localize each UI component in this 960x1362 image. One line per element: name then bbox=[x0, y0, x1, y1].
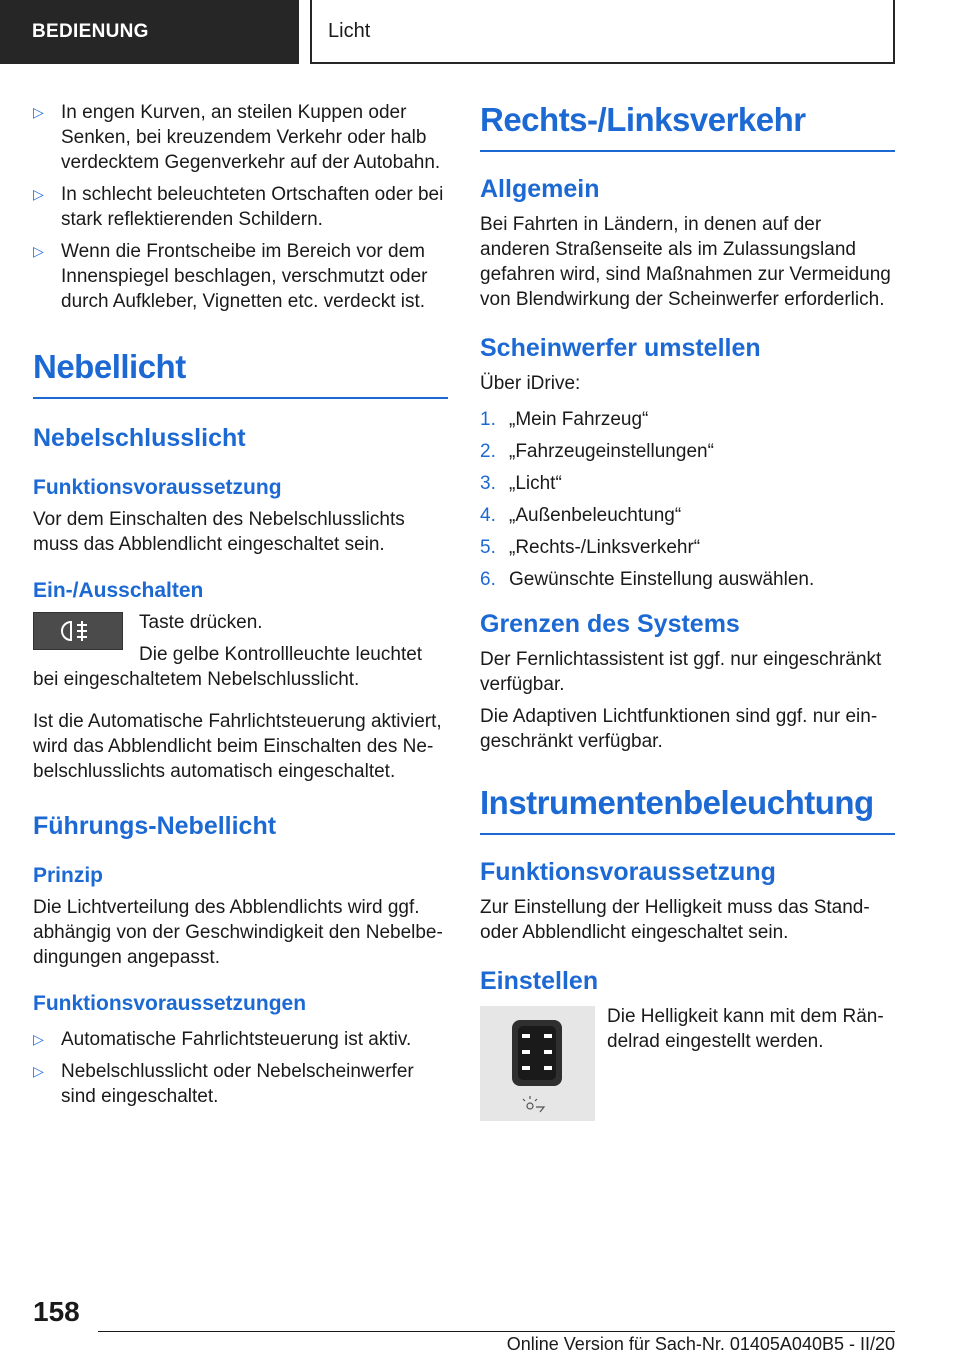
list-item bbox=[33, 1059, 448, 1109]
heading-einstellen: Einstellen bbox=[480, 967, 599, 995]
footer-version-text: Online Version für Sach-Nr. 01405A040B5 - II/20 bbox=[506, 1334, 895, 1354]
step-number: 1. bbox=[480, 409, 496, 430]
list-item bbox=[480, 535, 895, 560]
heading-rechts-linksverkehr: Rechts-/Linksverkehr bbox=[480, 100, 895, 152]
idrive-steps-list bbox=[480, 407, 895, 592]
paragraph-idrive: Über iDrive: bbox=[480, 373, 581, 394]
paragraph-grenzen-1: Der Fernlichtassistent ist ggf. nur eingeschränkt verfügbar. bbox=[480, 649, 882, 695]
step-number: 4. bbox=[480, 505, 496, 526]
paragraph-prinzip: Die Lichtverteilung des Abblendlichts wird ggf. abhängig von der Geschwindigkeit den Nebelbedingungen angepasst. bbox=[33, 897, 443, 968]
heading-prinzip: Prinzip bbox=[33, 864, 104, 887]
right-column bbox=[480, 100, 895, 1061]
list-item bbox=[480, 471, 895, 496]
list-item bbox=[33, 239, 448, 314]
step-text: „Mein Fahrzeug“ bbox=[509, 409, 649, 430]
heading-ein-ausschalten: Ein-/Ausschalten bbox=[33, 579, 204, 602]
list-item bbox=[33, 182, 448, 232]
heading-funktionsvoraussetzung: Funktionsvoraussetzung bbox=[33, 476, 282, 499]
list-item-text: Automatische Fahrlichtsteuerung ist aktiv. bbox=[61, 1029, 412, 1050]
step-number: 2. bbox=[480, 441, 496, 462]
paragraph-allgemein: Bei Fahrten in Ländern, in denen auf der anderen Straßenseite als im Zulassungsland gefahren wird, sind Maßnahmen zur Vermeidung von Blendwirkung der Scheinwerfer erforderlich. bbox=[480, 214, 891, 310]
footer-divider bbox=[98, 1331, 895, 1332]
list-item-text: In engen Kurven, an steilen Kuppen oder Senken, bei kreuzendem Verkehr oder halb verdecktem Gegenverkehr auf der Autobahn. bbox=[61, 102, 441, 173]
heading-nebelschlusslicht: Nebelschlusslicht bbox=[33, 424, 246, 452]
visibility-conditions-list bbox=[33, 100, 448, 314]
page-number: 158 bbox=[33, 1296, 80, 1327]
rear-fog-light-button-image bbox=[33, 612, 123, 650]
paragraph-funktion: Zur Einstellung der Helligkeit muss das Stand- oder Abblendlicht eingeschaltet sein. bbox=[480, 897, 870, 943]
paragraph-automatik: Ist die Automatische Fahrlichtsteuerung aktiviert, wird das Abblendlicht beim Einschalten des Nebelschlusslichts automatisch eingeschaltet. bbox=[33, 711, 442, 782]
list-item bbox=[480, 439, 895, 464]
list-item bbox=[33, 100, 448, 175]
step-number: 3. bbox=[480, 473, 496, 494]
list-item-text: In schlecht beleuchteten Ortschaften oder bei stark reflektierenden Schildern. bbox=[61, 184, 444, 230]
step-text: „Licht“ bbox=[509, 473, 562, 494]
chapter-tab: Licht bbox=[310, 0, 895, 64]
step-text: „Fahrzeugeinstellungen“ bbox=[509, 441, 714, 462]
step-number: 5. bbox=[480, 537, 496, 558]
heading-fuehrungs-nebellicht: Führungs-Nebellicht bbox=[33, 812, 277, 840]
requirements-list bbox=[33, 1027, 448, 1109]
heading-allgemein: Allgemein bbox=[480, 175, 600, 203]
paragraph-funktionsvoraussetzung: Vor dem Einschalten des Nebelschlusslichts muss das Abblendlicht eingeschaltet sein. bbox=[33, 509, 405, 555]
paragraph-kontrollleuchte: Die gelbe Kontrollleuchte leuchtet bei eingeschaltetem Nebelschlusslicht. bbox=[33, 644, 423, 690]
thumbwheel-icon bbox=[480, 1006, 595, 1121]
left-column bbox=[33, 100, 448, 1116]
heading-grenzen: Grenzen des Systems bbox=[480, 610, 740, 638]
heading-funktionsvoraussetzungen: Funktionsvoraussetzungen bbox=[33, 992, 307, 1015]
heading-scheinwerfer-umstellen: Scheinwerfer umstellen bbox=[480, 334, 761, 362]
list-item bbox=[480, 407, 895, 432]
step-number: 6. bbox=[480, 569, 496, 590]
bullet-triangle-icon: ▷ bbox=[33, 104, 44, 120]
rear-fog-light-icon bbox=[61, 619, 95, 643]
list-item bbox=[33, 1027, 448, 1052]
step-text: Gewünschte Einstellung auswählen. bbox=[509, 569, 815, 590]
heading-instrumentenbeleuchtung: Instrumentenbeleuchtung bbox=[480, 783, 895, 835]
paragraph-grenzen-2: Die Adaptiven Lichtfunktionen sind ggf. nur eingeschränkt verfügbar. bbox=[480, 706, 878, 752]
heading-funktionsvoraussetzung-instrument: Funktionsvoraussetzung bbox=[480, 858, 776, 886]
list-item-text: Nebelschlusslicht oder Nebelscheinwerfer sind eingeschaltet. bbox=[61, 1061, 414, 1107]
list-item-text: Wenn die Frontscheibe im Bereich vor dem Innenspiegel beschlagen, verschmutzt oder durch Aufkleber, Vignetten etc. verdeckt ist. bbox=[61, 241, 428, 312]
section-tab: BEDIENUNG bbox=[0, 0, 299, 64]
bullet-triangle-icon: ▷ bbox=[33, 1031, 44, 1047]
step-text: „Rechts-/Linksverkehr“ bbox=[509, 537, 701, 558]
step-text: „Außenbeleuchtung“ bbox=[509, 505, 682, 526]
list-item bbox=[480, 567, 895, 592]
paragraph-einstellen: Die Helligkeit kann mit dem Rändelrad eingestellt werden. bbox=[607, 1006, 884, 1052]
list-item bbox=[480, 503, 895, 528]
bullet-triangle-icon: ▷ bbox=[33, 243, 44, 259]
bullet-triangle-icon: ▷ bbox=[33, 186, 44, 202]
heading-nebellicht: Nebellicht bbox=[33, 347, 448, 399]
bullet-triangle-icon: ▷ bbox=[33, 1063, 44, 1079]
paragraph-taste: Taste drücken. bbox=[139, 612, 263, 633]
thumbwheel-image bbox=[480, 1006, 595, 1121]
